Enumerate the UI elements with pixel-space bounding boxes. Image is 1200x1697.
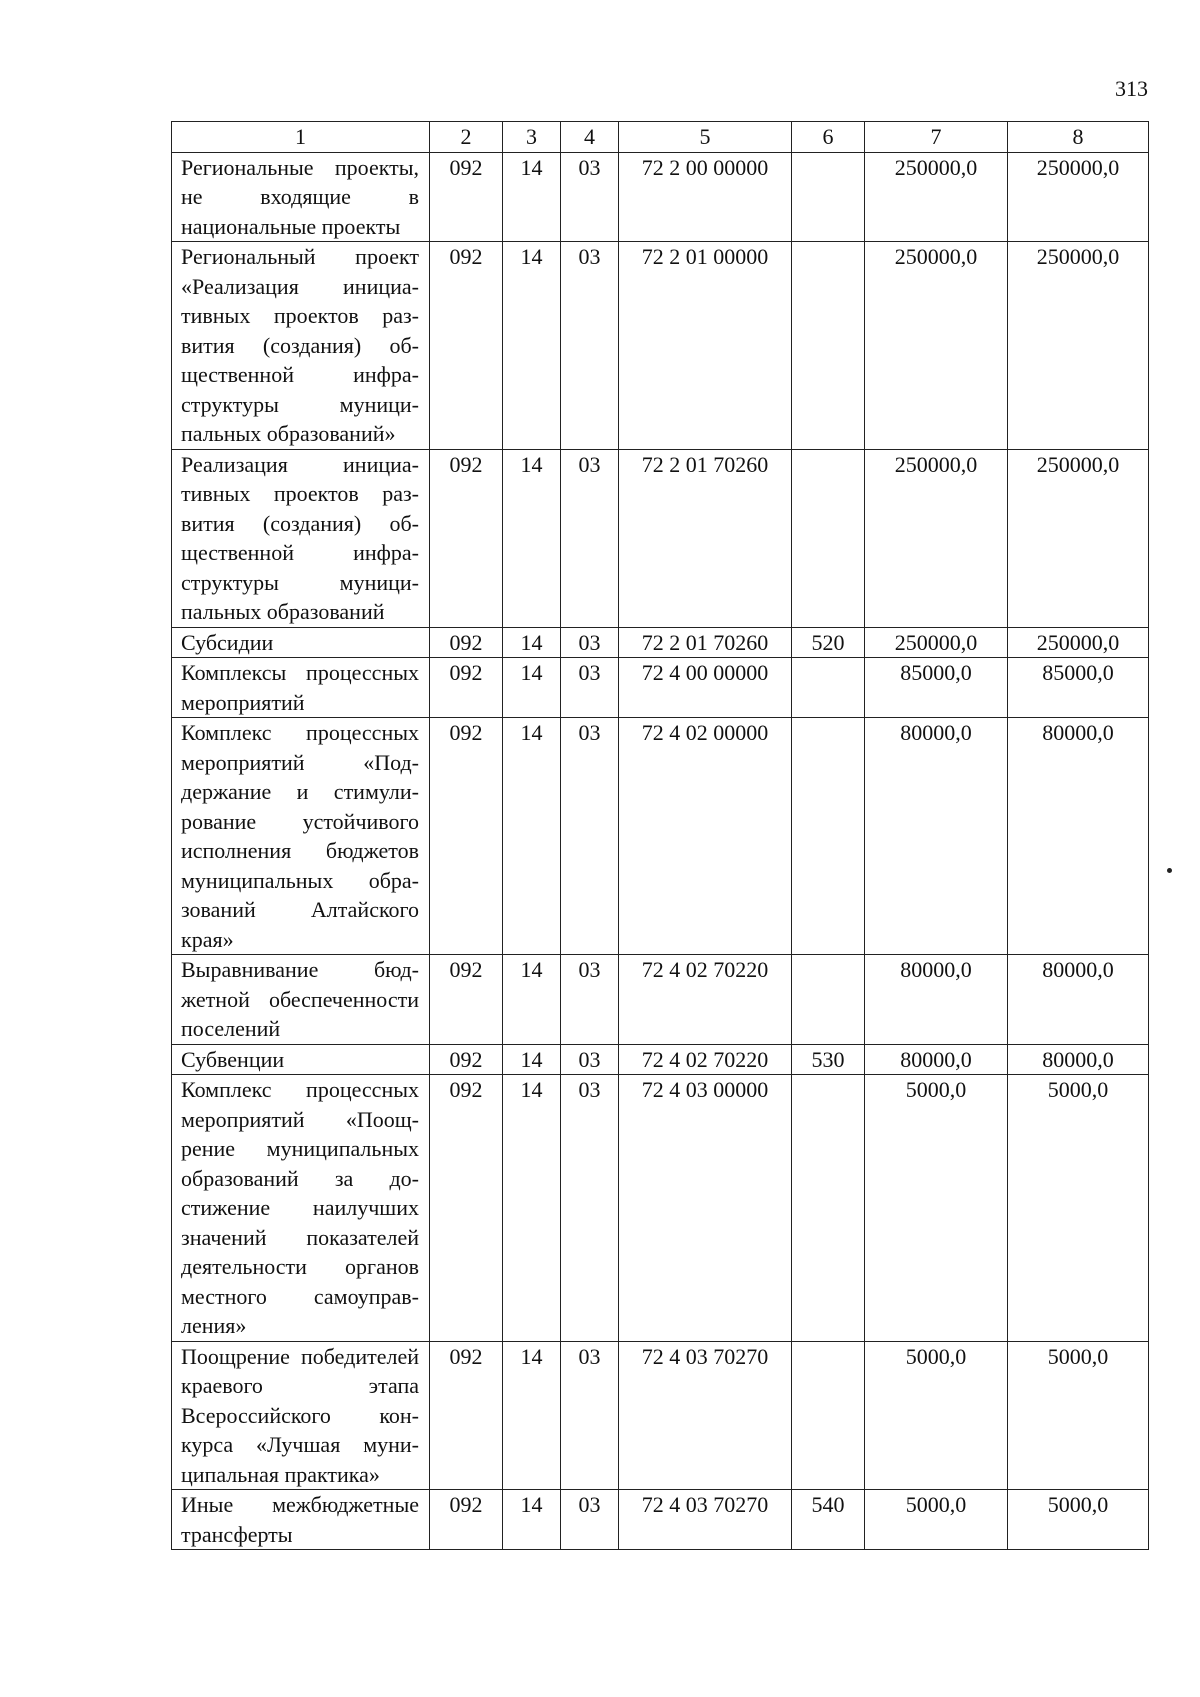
row-name: Комплекс процессных мероприятий «Поддержание и стимулирование устойчивого исполнения бюджетов муниципальных образований Алтайского края» (172, 718, 430, 955)
cell-target-article: 72 2 00 00000 (619, 152, 792, 242)
cell-target-article: 72 4 02 70220 (619, 1044, 792, 1075)
cell-section: 14 (503, 242, 561, 450)
cell-target-article: 72 2 01 00000 (619, 242, 792, 450)
cell-subsection: 03 (561, 1341, 619, 1490)
cell-amount-col8: 5000,0 (1008, 1075, 1149, 1342)
cell-subsection: 03 (561, 1075, 619, 1342)
column-header-3: 3 (503, 122, 561, 153)
cell-target-article: 72 4 03 70270 (619, 1341, 792, 1490)
table-row (172, 658, 1149, 718)
cell-expense-type (792, 242, 865, 450)
cell-amount-col8: 5000,0 (1008, 1341, 1149, 1490)
cell-amount-col8: 80000,0 (1008, 955, 1149, 1045)
cell-amount-col7: 5000,0 (865, 1075, 1008, 1342)
cell-expense-type: 540 (792, 1490, 865, 1550)
cell-ministry-code: 092 (430, 1341, 503, 1490)
cell-section: 14 (503, 718, 561, 955)
table-row (172, 955, 1149, 1045)
cell-target-article: 72 4 03 70270 (619, 1490, 792, 1550)
cell-amount-col7: 85000,0 (865, 658, 1008, 718)
row-name: Выравнивание бюджетной обеспеченности поселений (172, 955, 430, 1045)
header-row (172, 122, 1149, 153)
table-row (172, 718, 1149, 955)
column-header-4: 4 (561, 122, 619, 153)
cell-subsection: 03 (561, 152, 619, 242)
cell-expense-type (792, 152, 865, 242)
cell-ministry-code: 092 (430, 1075, 503, 1342)
cell-subsection: 03 (561, 658, 619, 718)
table-row (172, 627, 1149, 658)
cell-expense-type: 530 (792, 1044, 865, 1075)
cell-amount-col7: 250000,0 (865, 152, 1008, 242)
column-header-1: 1 (172, 122, 430, 153)
cell-target-article: 72 4 03 00000 (619, 1075, 792, 1342)
cell-ministry-code: 092 (430, 449, 503, 627)
cell-ministry-code: 092 (430, 1044, 503, 1075)
cell-ministry-code: 092 (430, 1490, 503, 1550)
cell-expense-type (792, 955, 865, 1045)
cell-expense-type: 520 (792, 627, 865, 658)
cell-amount-col8: 250000,0 (1008, 449, 1149, 627)
cell-amount-col7: 5000,0 (865, 1341, 1008, 1490)
cell-subsection: 03 (561, 449, 619, 627)
table-row (172, 1044, 1149, 1075)
cell-amount-col8: 5000,0 (1008, 1490, 1149, 1550)
column-header-8: 8 (1008, 122, 1149, 153)
cell-target-article: 72 4 02 70220 (619, 955, 792, 1045)
cell-amount-col7: 250000,0 (865, 242, 1008, 450)
cell-ministry-code: 092 (430, 242, 503, 450)
cell-section: 14 (503, 152, 561, 242)
cell-amount-col7: 250000,0 (865, 449, 1008, 627)
cell-amount-col8: 80000,0 (1008, 1044, 1149, 1075)
cell-section: 14 (503, 1490, 561, 1550)
cell-expense-type (792, 449, 865, 627)
budget-table (171, 121, 1149, 1550)
cell-target-article: 72 4 02 00000 (619, 718, 792, 955)
page-number: 313 (1115, 76, 1148, 101)
cell-expense-type (792, 1075, 865, 1342)
cell-subsection: 03 (561, 627, 619, 658)
cell-amount-col7: 80000,0 (865, 1044, 1008, 1075)
cell-target-article: 72 2 01 70260 (619, 449, 792, 627)
cell-amount-col8: 250000,0 (1008, 627, 1149, 658)
column-header-7: 7 (865, 122, 1008, 153)
table-row (172, 1075, 1149, 1342)
cell-amount-col8: 250000,0 (1008, 242, 1149, 450)
row-name: Иные межбюджетные трансферты (172, 1490, 430, 1550)
row-name: Субсидии (172, 627, 430, 658)
row-name: Субвенции (172, 1044, 430, 1075)
table-row (172, 1341, 1149, 1490)
row-name: Поощрение победителей краевого этапа Всероссийского конкурса «Лучшая муниципальная практика» (172, 1341, 430, 1490)
cell-ministry-code: 092 (430, 152, 503, 242)
row-name: Комплекс процессных мероприятий «Поощрение муниципальных образований за достижение наилучших значений показателей деятельности органов местного самоуправления» (172, 1075, 430, 1342)
cell-subsection: 03 (561, 1490, 619, 1550)
cell-amount-col8: 80000,0 (1008, 718, 1149, 955)
row-name: Реализация инициативных проектов развития (создания) общественной инфраструктуры муниципальных образований (172, 449, 430, 627)
cell-section: 14 (503, 658, 561, 718)
cell-ministry-code: 092 (430, 718, 503, 955)
cell-amount-col7: 250000,0 (865, 627, 1008, 658)
cell-section: 14 (503, 1341, 561, 1490)
cell-amount-col8: 85000,0 (1008, 658, 1149, 718)
row-name: Региональный проект «Реализация инициативных проектов развития (создания) общественной инфраструктуры муниципальных образований» (172, 242, 430, 450)
cell-amount-col7: 80000,0 (865, 955, 1008, 1045)
cell-subsection: 03 (561, 1044, 619, 1075)
cell-expense-type (792, 658, 865, 718)
cell-ministry-code: 092 (430, 955, 503, 1045)
cell-subsection: 03 (561, 955, 619, 1045)
table-row (172, 449, 1149, 627)
cell-section: 14 (503, 1075, 561, 1342)
column-header-6: 6 (792, 122, 865, 153)
cell-expense-type (792, 1341, 865, 1490)
row-name: Комплексы процессных мероприятий (172, 658, 430, 718)
cell-section: 14 (503, 449, 561, 627)
table-row (172, 1490, 1149, 1550)
cell-amount-col8: 250000,0 (1008, 152, 1149, 242)
cell-amount-col7: 5000,0 (865, 1490, 1008, 1550)
table-row (172, 242, 1149, 450)
cell-target-article: 72 2 01 70260 (619, 627, 792, 658)
cell-ministry-code: 092 (430, 627, 503, 658)
column-header-5: 5 (619, 122, 792, 153)
cell-subsection: 03 (561, 718, 619, 955)
row-name: Региональные проекты, не входящие в национальные проекты (172, 152, 430, 242)
cell-section: 14 (503, 627, 561, 658)
cell-section: 14 (503, 955, 561, 1045)
stray-mark (1167, 868, 1172, 873)
table-row (172, 152, 1149, 242)
cell-amount-col7: 80000,0 (865, 718, 1008, 955)
cell-expense-type (792, 718, 865, 955)
cell-target-article: 72 4 00 00000 (619, 658, 792, 718)
column-header-2: 2 (430, 122, 503, 153)
cell-ministry-code: 092 (430, 658, 503, 718)
cell-subsection: 03 (561, 242, 619, 450)
cell-section: 14 (503, 1044, 561, 1075)
